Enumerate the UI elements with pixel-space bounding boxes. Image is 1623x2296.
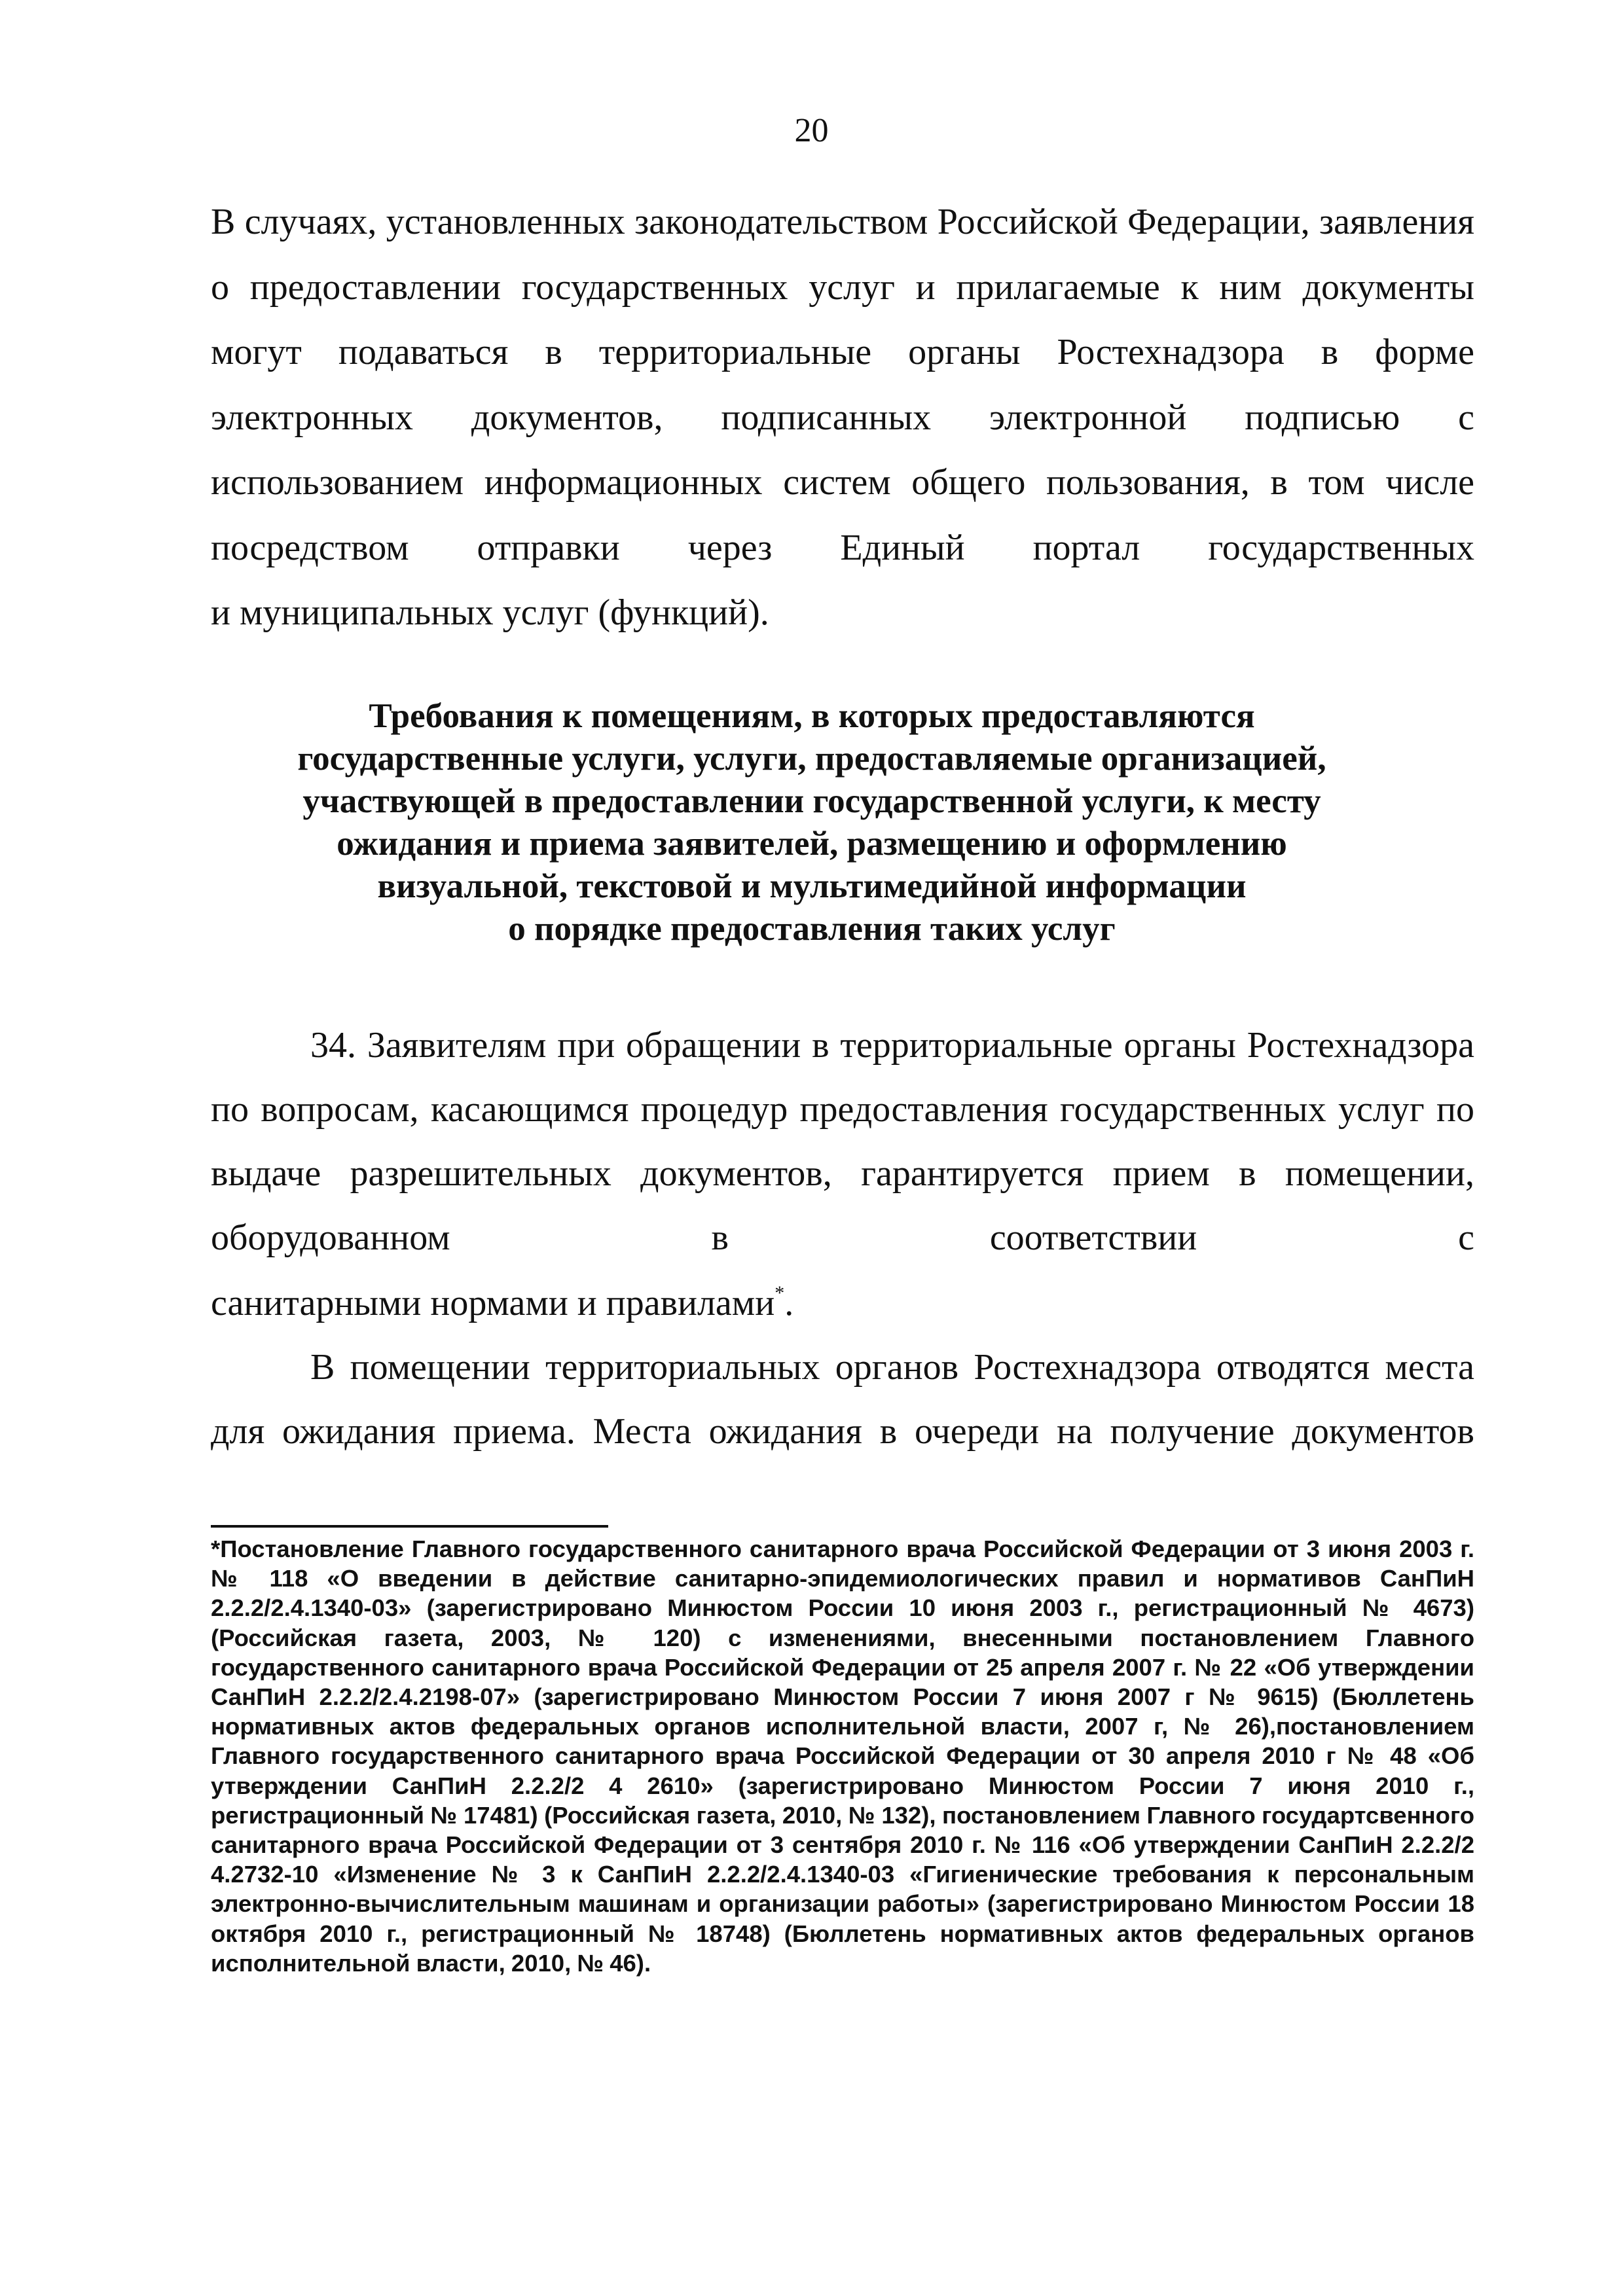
section-heading [196,695,1427,950]
page-number: 20 [794,112,829,149]
paragraph-electronic-submission: В случаях, установленных законодательством Российской Федерации, заявления о предоставлении государственных услуг и прилагаемые к ним документы могут подаваться в территориальные органы Ростехнадзора в форме электронных документов, подписанных электронной подписью с использованием информационных систем общего пользования, в том числе посредством отправки через Единый портал государственных [211,202,1474,568]
section-heading-line: о порядке предоставления таких услуг [508,910,1116,948]
paragraph-34-text: 34. Заявителям при обращении в территориальные органы Ростехнадзора по вопросам, касающимся процедур предоставления государственных услуг по выдаче разрешительных документов, гарантируется прием в помещении, оборудованном в соответствии с [211,1025,1474,1258]
paragraph-35-text: В помещении территориальных органов Ростехнадзора отводятся места для ожидания приема. Места ожидания в очереди на получение документов [211,1347,1474,1452]
paragraph-34-end [211,1271,1474,1335]
footnote-text: *Постановление Главного государственного санитарного врача Российской Федерации от 3 июня 2003 г. № 118 «О введении в действие санитарно-эпидемиологических правил и нормативов СанПиН 2.2.2/2.4.1340-03» (зарегистрировано Минюстом России 10 июня 2003 г., регистрационный № 4673) (Российская газета, 2003, № 120) с изменениями, внесенными постановлением Главного государственного санитарного врача Российской Федерации от 25 апреля 2007 г. № 22 «Об утверждении СанПиН 2.2.2/2.4.2198-07» (зарегистрировано Минюстом России 7 июня 2007 г № 9615) (Бюллетень нормативных актов федеральных органов исполнительной власти, 2007 г, № 26),постановлением Главного государственного санитарного врача Российской Федерации от 30 апреля 2010 г № 48 «Об утверждении СанПиН 2.2.2/2 4 2610» (зарегистрировано Минюстом России 7 июня 2010 г., регистрационный № 17481) (Российская газета, 2010, № 132), постановлением Главного государтсвенного санитарного врача Российской Федерации от 3 сентября 2010 г. № 116 «Об утверждении СанПиН 2.2.2/2 4.2732-10 «Изменение № 3 к СанПиН 2.2.2/2.4.1340-03 «Гигиенические требования к персональным электронно-вычислительным машинам и организации работы» (зарегистрировано Минюстом России 18 октября 2010 г., регистрационный № 18748) (Бюллетень нормативных актов федеральных органов исполнительной власти, 2010, № 46). [211,1535,1474,1977]
section-heading-line: государственные услуги, услуги, предоставляемые организацией, [297,740,1326,778]
footnote-reference[interactable]: * [775,1282,785,1304]
section-heading-line: ожидания и приема заявителей, размещению и оформлению [337,825,1287,863]
section-heading-line: Требования к помещениям, в которых предоставляются [369,697,1255,735]
footnote-separator [211,1525,608,1528]
paragraph-35 [211,1335,1474,1463]
section-heading-line: визуальной, текстовой и мультимедийной информации [377,867,1247,905]
paragraph-34-period: . [784,1283,794,1323]
paragraph-34-last-line: санитарными нормами и правилами [211,1283,775,1323]
section-heading-line: участвующей в предоставлении государственной услуги, к месту [302,782,1321,820]
paragraph-electronic-submission-end: и муниципальных услуг (функций). [211,592,769,633]
paragraph-34 [211,1013,1474,1270]
